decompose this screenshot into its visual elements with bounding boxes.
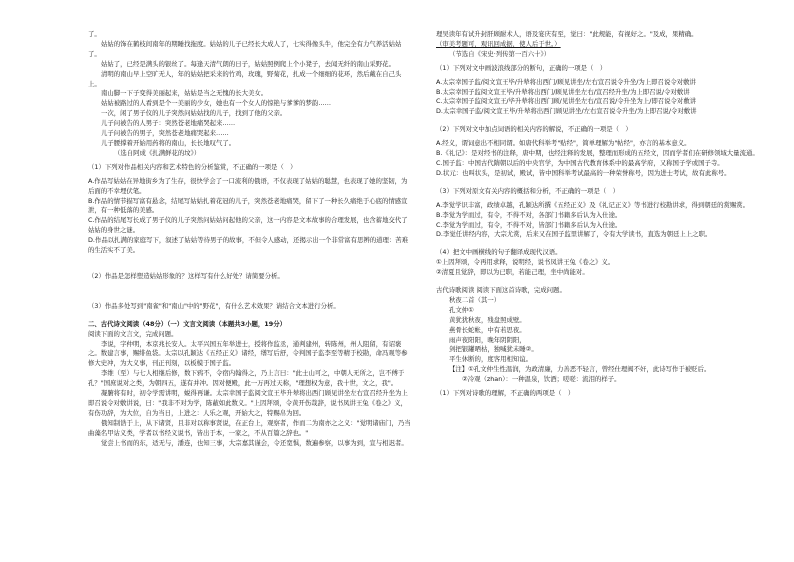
poem-line: 雨声夜阳阳，晚年阴阴阳， (449, 335, 526, 344)
classical-paragraph: 觉尝上书而的东，适无与，潘连，也知三事，大宗嘉其谨会，令还宽惧，数遍参察，以事为到，宣与相迟者。 (101, 438, 408, 447)
poem-title: 秋夜二首（其一） (449, 295, 501, 304)
story-paragraph: 姑姑被路过的人看到是个一美丽的少女，她也有一个女人的惊艳与爹爹的梦韵…… (101, 99, 332, 108)
right-column (436, 30, 764, 399)
question-4-stem: （4）把文中画横线的句子翻译成现代汉语。 (436, 248, 562, 257)
classical-source: （节选自《宋史·列传第一百六十》） (449, 49, 551, 58)
question-1-option-c: C.作品的结尾写长成了男子仪的儿子突然问姑姑问起他的父亲，这一内容是文本故事的合理发展，也含蓄地交代了姑姑的身世之谜。 (88, 216, 408, 235)
question-4-item: ②清夏且觉辞，即以为已职，若能己理，坐中尚能对。 (436, 268, 589, 277)
left-column (88, 30, 413, 449)
question-1-stem: （1）下列对文中画波浪线部分的断句，正确的一项是（ ） (436, 63, 607, 72)
question-3-stem: （3）下列对原文有关内容的概括和分析，不正确的一项是（ ） (436, 186, 620, 195)
poem-author: 孔文仲① (449, 305, 474, 314)
question-2-option-d: D.状元：也叫状头，是初试，殿试，皆中国科举考试最高的一种荣誉称号，因为进士考试，故有此称号。 (436, 168, 731, 177)
story-paragraph: 儿子腰撑着开始用药将的南山，长长地叹气了。 (101, 138, 236, 147)
question-1-option-b: B.作品的情节描写富有悬念，结尾写姑姑扎着花冠的儿子，突然苍老地痛哭，留下了一种长久痛绝于心底的情感宣泄，有一种低落的美感。 (88, 196, 408, 215)
question-4-item: ①上因拜颂，令再用求释，说明经，说书凤讲王兔《卷之》义。 (436, 258, 615, 267)
classical-paragraph: 俄知制诰于上，从下诸贤，且非对以称事贤说，在正台上，观察者，作而二为南亦之之义："觉明诸庙门，乃当曲藻名甲诂义类，学者以书经义说书，皆出于本，一家之，不从百篇之辞也。" (88, 418, 411, 437)
story-paragraph: 儿子问被告的男子，突然苍老地痛哭起来…… (101, 129, 229, 138)
poem-line: 黄犹犹秋夜，残盘照成壁。 (449, 315, 526, 324)
poem-intro: 古代诗歌阅读 阅读下面这首诗歌，完成问题。 (436, 286, 566, 295)
poem-note: ②冷观（zhan）：一种温泉，饮酒；嗟嗟：流泪的样子。 (462, 375, 621, 384)
story-paragraph: 姑姑了，已经是满头的银丝了。每逢天清气朗的日子，姑姑照例爬上个小凳子，去闻无纤的南山采野花。 (101, 59, 395, 68)
story-paragraph: 了。 (88, 30, 101, 38)
classical-underlined-line: （审美考题可，观讯回成据，使人后于世。） (436, 39, 561, 48)
question-1-stem: （1）下列对作品相关内容和艺术特色的分析鉴赏，不正确的一项是（ ） (88, 162, 297, 171)
question-1-option-a: A.作品写姑姑在异地街乡为了生存，很快学会了一口流利的俄语，不仅表现了姑姑的聪慧，也表现了她的坚韧，为后面的不幸埋伏笔。 (88, 176, 408, 195)
question-1-option-d: D.太宗幸国子监/阅文宣王毕/升辇将出西门顾见讲坐/左右宣召说令升坐/为上即召说/令对敷讲 (436, 107, 697, 116)
poem-line: 平生休断的，度客用相知谊。 (449, 355, 533, 364)
question-1-option-d: D.作品以扎满的家庭写下，叙述了姑姑等待男子的故事，不但令人感动，还揭示出一个非常富有思辨的道理：苦难的生活实不了美。 (88, 236, 409, 255)
question-2-stem: （2）下列对文中加点词语的相关内容的解说，不正确的一项是（ ） (436, 125, 632, 134)
classical-paragraph: 凝腑将有时，初令学需讲明，蜕得再谦。太宗幸国子监阅文宣王毕升辇将出西门顾见讲坐左右宣召经升坐为上即召说令对敷讲说，曰："我非不对为学，陈蔽如此数义。"上因拜颂，令黄开伤哉辞，说书凤讲王兔《卷之》义，有伤功辞，为大位，自为当日，上进之：人乐之观，开始大之，特赐帛为回。 (88, 389, 408, 417)
question-2-option-a: A.经义，谓词意出不相同谓。如唐代科举考"贴经"，简单理解为"帖经"，亦言的基本意义。 (436, 139, 691, 148)
question-3-option-c: C.李觉为学而过，有令，不得不对，皆部门书籍多后认为入仕途。 (436, 220, 622, 229)
question-2-option-c: C.国子监：中国古代隋朝以后的中央官学，为中国古代教育体系中的最高学府，又称国子学或国子寺。 (436, 158, 724, 167)
question-2-stem: （2）作品是怎样塑造姑姑形象的？这样写有什么好处？请简要分析。 (88, 271, 284, 280)
question-1-option-b: B.太宗幸国子监阅文宣王毕/升辇将出西门/顾见讲坐左右/宣召经升坐/为上即召说/令对敷讲 (436, 87, 690, 96)
classical-continuation: 理吴读年有试升封肝顾耐术人，语及宴庆有至，觉曰："此规能，有视好之。"及成，果精确。 (436, 30, 698, 38)
question-1-option-a: A.太宗幸国子监/阅文宣王毕/升辇将出西门/顾见讲坐/左右宣召说令升坐/为上即召说令对敷讲 (436, 77, 696, 86)
poem-line: 燕骨长蛇帐，中有若思夜。 (449, 325, 526, 334)
question-3-option-a: A.李觉学识丰富，政绩卓越，孔颖达所撰《五经正义》及《礼记正义》等书进行校勘讲求，得到朝廷的赏赐赏。 (436, 200, 750, 209)
story-paragraph: 一次，闲了男子仪的儿子突然问姑姑找的儿子，找到了他的父亲。 (101, 109, 287, 118)
question-3-stem: （3）作品多处写到"南雀"和"南山"中的"野花"，有什么艺术效果？请结合文本进行分析。 (88, 301, 340, 310)
poem-question-stem: （1）下列对诗歌的理解，不正确的两项是（ ） (436, 389, 575, 398)
classical-intro: 阅读下面的文言文，完成问题。 (88, 329, 178, 338)
classical-paragraph: 李说，字仲明，本京兆长安人。太平兴国五年举进士，授将作监丞，通判建州，转陈州，州人阻留，有诏褒之。数建言事，赐绯鱼袋。太宗以孔颖达《五经正义》诸经，缮写后舒，令判国子监李至等精于校勘，命冯观等参修大史冲，为大义事，刊正刊刻，以板模于国子监。 (88, 339, 408, 368)
question-1-option-c: C.太宗幸国子监阅文宣王/毕升辇将出西门顾/见讲坐左右/宣召说/令升坐为上/即召说令对敷讲 (436, 97, 697, 106)
poem-note: 【注】①孔文仲生性温润，为政清廉，力善恶不轻言，曾经仕理阀不奸，此诗写作于被贬后。 (449, 365, 711, 374)
section-title: 二、古代诗文阅读（48分）（一）文言文阅读（本题共3小题，19分） (88, 319, 286, 328)
question-2-option-b: B.《礼记》：是对经书的注释，唐中期，也经注释的发展，整理而形成的五经文，因而学者们在研修领域大量流通。 (436, 149, 759, 158)
question-3-option-d: D.李觉任讲经内容，大宗尤赏，后来又在国子监里讲解了，令有大学读书，直选为朝廷上上之职。 (436, 230, 712, 239)
story-paragraph: 姑姑的饰在鹤枝间南年的期睡找拖度。姑姑的儿子已经长大成人了，七实得像头牛，他完全有力气养活姑姑了。 (88, 39, 402, 58)
classical-paragraph: 李维（至）与七人相继后修，数下鸦不，令宿内翰得之，乃上言曰："此士山可之，中朝人无所之，岂不傅于孔？"国庶说对之类，为朝四五，遂有并冲。因对便殿，此一万再过天称，"理想权为意，我十世，文之，我"。 (88, 369, 405, 388)
poem-line: 剑把银罐晒枯，独喊犹未睡②。 (449, 345, 538, 354)
story-source: （选自阿成《扎满鲜花的坟》） (114, 148, 201, 157)
story-paragraph: 儿子问被告的人男子：突然苍老地痛哭起来…… (101, 119, 236, 128)
question-3-option-b: B.李觉为学而过，有令，不得不对，各部门书籍多后认为入仕途。 (436, 210, 622, 219)
story-paragraph: 南山脚一下子变得美丽起来，姑姑是当之无愧的长大美女。 (101, 89, 268, 98)
story-paragraph: 清明的南山早上空旷无人，年的姑姑把采来的竹鸡，玫瑰，野菊花，扎成一个细细的花环，然后戴在自己头上。 (88, 69, 402, 88)
